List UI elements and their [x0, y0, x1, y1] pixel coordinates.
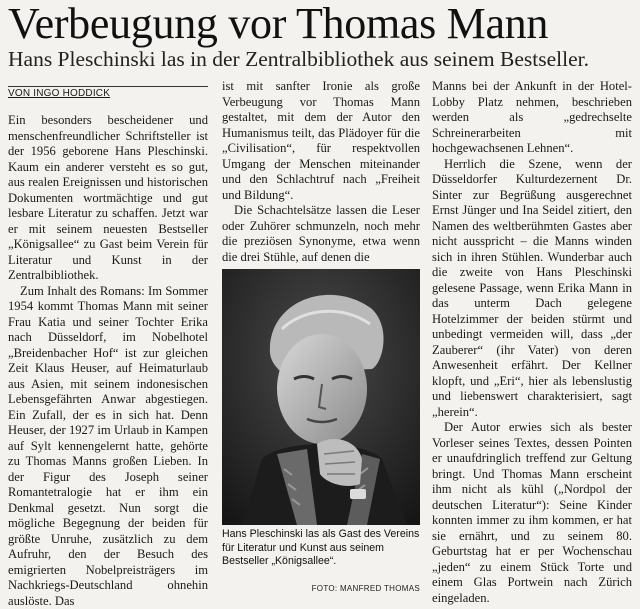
article-column-2: [222, 79, 420, 265]
article-column-3: [432, 79, 632, 606]
paragraph: Herrlich die Szene, wenn der Düsseldorfer Kulturdezernent Dr. Sinter zur Begrüßung ausgerechnet Ernst Jünger und Ina Seidel zitiert, den Namen des weltberühmten Gastes aber nicht ausspricht – die Manns winden sich in ihren Stühlen. Wunderbar auch die zweite von Hans Pleschinski gelesene Passage, wenn Erika Mann in das unterm Dach gelegene Hotelzimmer der beiden stürmt und unbedingt vermeiden will, dass „der Zauberer“ (ihr Vater) von deren Anwesenheit erfährt. Der Kellner klopft, und „Eri“, hier als lebenslustig und liebenswert charakterisiert, sagt „herein“.: [432, 157, 632, 421]
paragraph: Zum Inhalt des Romans: Im Sommer 1954 kommt Thomas Mann mit seiner Frau Katia und seiner Tochter Erika nach Düsseldorf, im Nobelhotel „Breidenbacher Hof“ ist zur gleichen Zeit Klaus Heuser, auf Heimaturlaub aus Asien, mit seinem indonesischen Lebensgefährten Anwar abgestiegen. Ein Zufall, der es in sich hat. Denn Heuser, der 1927 im Urlaub in Kampen auf Sylt kennengelernt hatte, gehörte zu Thomas Manns großen Lieben. In der Figur des Joseph seiner Romantetralogie hat er ihm ein Denkmal gesetzt. Nun sorgt die mögliche Begegnung der beiden für größte Unruhe, zusätzlich zu dem Aufruhr, den der Besuch des emigrierten Nobelpreisträgers im Nachkriegs-Deutschland ohnehin auslöste. Das: [8, 284, 208, 609]
paragraph: Ein besonders bescheidener und menschenfreundlicher Schriftsteller ist der 1956 geborene Hans Pleschinski. Kaum ein anderer versteht es so gut, aus realen Ereignissen und historischen Dokumenten wortmächtige und gut lesbare Literatur zu schaffen. Jetzt war er mit seinem neuesten Bestseller „Königsallee“ zu Gast beim Verein für Literatur und Kunst in der Zentralbibliothek.: [8, 113, 208, 284]
headline: Verbeugung vor Thomas Mann: [8, 0, 638, 48]
paragraph: Der Autor erwies sich als bester Vorleser seines Textes, dessen Pointen er unaufdringlich treffend zur Geltung bringt. Und Thomas Mann erscheint ihm nicht als kühl („Nordpol der deutschen Literatur“): Seine Kinder konnten immer zu ihm kommen, er hat sie ernährt, und zu seinem 80. Geburtstag hat er per Wochenschau „jeden“ zu einem Stück Torte und einem Glas Portwein nach Zürich eingeladen.: [432, 420, 632, 606]
photo-caption: Hans Pleschinski las als Gast des Vereins für Literatur und Kunst aus seinem Bestseller „Königsallee“.: [222, 528, 420, 569]
paragraph: Manns bei der Ankunft in der Hotel-Lobby Platz nehmen, beschrieben werden als „gedrechselte Schreinerarbeiten mit hochgewachsenen Lehnen“.: [432, 79, 632, 157]
photo-credit: FOTO: MANFRED THOMAS: [222, 584, 420, 593]
paragraph: ist mit sanfter Ironie als große Verbeugung vor Thomas Mann gestaltet, mit dem der Autor den Humanismus teilt, das Plädoyer für die „Civilisation“, für respektvollen Umgang der Menschen miteinander und den Schlachtruf nach „Freiheit und Bildung“.: [222, 79, 420, 203]
article-column-1: [8, 113, 208, 609]
byline: VON INGO HODDICK: [8, 86, 208, 99]
subheadline: Hans Pleschinski las in der Zentralbibliothek aus seinem Bestseller.: [8, 46, 638, 72]
author-photo: [222, 269, 420, 525]
paragraph: Die Schachtelsätze lassen die Leser oder Zuhörer schmunzeln, noch mehr die preziösen Synonyme, etwa wenn die drei Stühle, auf denen die: [222, 203, 420, 265]
